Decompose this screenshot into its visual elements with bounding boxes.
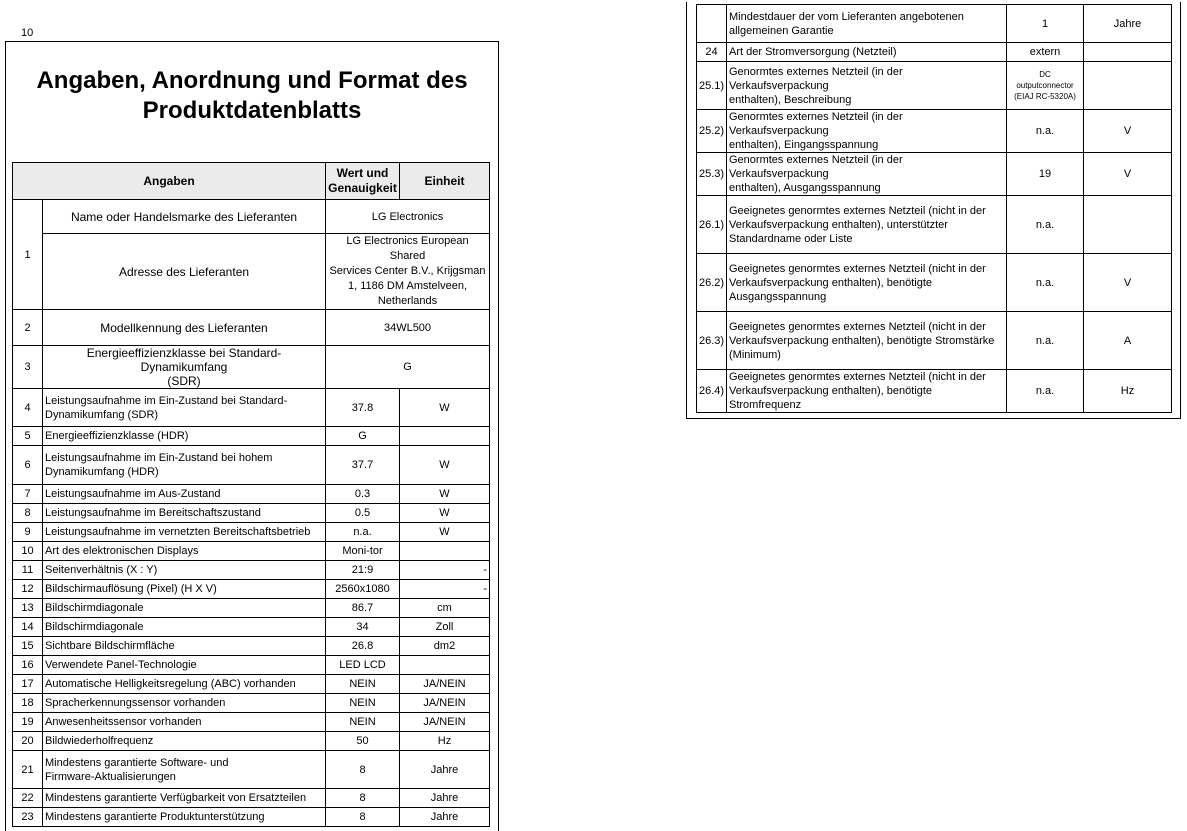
row-unit: JA/NEIN bbox=[400, 713, 490, 732]
row-number: 16 bbox=[13, 656, 43, 675]
row-unit: cm bbox=[400, 599, 490, 618]
row-number: 25.1) bbox=[697, 62, 727, 110]
row-unit: Zoll bbox=[400, 618, 490, 637]
table-row bbox=[13, 694, 490, 713]
table-row bbox=[697, 370, 1172, 413]
header-angaben: Angaben bbox=[13, 163, 326, 200]
row-unit: dm2 bbox=[400, 637, 490, 656]
row-label: Name oder Handelsmarke des Lieferanten bbox=[43, 200, 326, 234]
table-row bbox=[13, 637, 490, 656]
row-unit: W bbox=[400, 523, 490, 542]
row-label: Bildschirmdiagonale bbox=[43, 618, 326, 637]
row-label: Mindestdauer der vom Lieferanten angebotenen allgemeinen Garantie bbox=[727, 5, 1007, 43]
row-unit: V bbox=[1084, 254, 1172, 312]
row-label: Seitenverhältnis (X : Y) bbox=[43, 561, 326, 580]
row-value: 8 bbox=[326, 808, 400, 827]
row-unit bbox=[1084, 43, 1172, 62]
row-unit: W bbox=[400, 485, 490, 504]
row-number: 25.3) bbox=[697, 153, 727, 196]
row-value: n.a. bbox=[1007, 370, 1084, 413]
row-unit: V bbox=[1084, 153, 1172, 196]
table-row bbox=[13, 234, 490, 310]
row-label: Leistungsaufnahme im Ein-Zustand bei Standard- Dynamikumfang (SDR) bbox=[43, 389, 326, 427]
row-number: 25.2) bbox=[697, 110, 727, 153]
table-row bbox=[13, 523, 490, 542]
page-number: 10 bbox=[21, 27, 34, 39]
table-row bbox=[13, 485, 490, 504]
row-unit: Jahre bbox=[400, 751, 490, 789]
row-value: 26.8 bbox=[326, 637, 400, 656]
row-label: Mindestens garantierte Produktunterstützung bbox=[43, 808, 326, 827]
row-number: 8 bbox=[13, 504, 43, 523]
table-row bbox=[13, 446, 490, 485]
row-number: 1 bbox=[13, 200, 43, 310]
row-value: NEIN bbox=[326, 694, 400, 713]
row-value: 37.8 bbox=[326, 389, 400, 427]
table-row bbox=[13, 504, 490, 523]
row-number: 13 bbox=[13, 599, 43, 618]
table-row bbox=[13, 599, 490, 618]
row-label: Leistungsaufnahme im vernetzten Bereitschaftsbetrieb bbox=[43, 523, 326, 542]
row-unit bbox=[400, 656, 490, 675]
row-label: Automatische Helligkeitsregelung (ABC) vorhanden bbox=[43, 675, 326, 694]
row-label: Leistungsaufnahme im Bereitschaftszustand bbox=[43, 504, 326, 523]
row-value: 8 bbox=[326, 751, 400, 789]
row-label: Sichtbare Bildschirmfläche bbox=[43, 637, 326, 656]
row-number: 7 bbox=[13, 485, 43, 504]
row-label: Geeignetes genormtes externes Netzteil (nicht in der Verkaufsverpackung enthalten), benötigte Stromfrequenz bbox=[727, 370, 1007, 413]
row-label: Anwesenheitssensor vorhanden bbox=[43, 713, 326, 732]
table-row bbox=[13, 675, 490, 694]
row-label: Genormtes externes Netzteil (in der Verkaufsverpackung enthalten), Beschreibung bbox=[727, 62, 1007, 110]
row-label: Leistungsaufnahme im Aus-Zustand bbox=[43, 485, 326, 504]
table-row bbox=[13, 789, 490, 808]
row-value: LG Electronics European Shared Services Center B.V., Krijgsman 1, 1186 DM Amstelveen, Netherlands bbox=[326, 234, 490, 310]
row-number: 26.3) bbox=[697, 312, 727, 370]
row-number: 22 bbox=[13, 789, 43, 808]
row-number: 20 bbox=[13, 732, 43, 751]
row-number: 9 bbox=[13, 523, 43, 542]
row-value: 2560x1080 bbox=[326, 580, 400, 599]
row-value: LG Electronics bbox=[326, 200, 490, 234]
row-value: n.a. bbox=[1007, 110, 1084, 153]
row-number: 19 bbox=[13, 713, 43, 732]
row-number: 26.1) bbox=[697, 196, 727, 254]
table-row bbox=[697, 254, 1172, 312]
table-row bbox=[13, 618, 490, 637]
header-wert: Wert und Genauigkeit bbox=[326, 163, 400, 200]
table-row bbox=[13, 310, 490, 346]
table-row bbox=[13, 427, 490, 446]
row-number bbox=[697, 5, 727, 43]
table-row bbox=[13, 751, 490, 789]
row-number: 3 bbox=[13, 346, 43, 389]
row-value: 21:9 bbox=[326, 561, 400, 580]
row-unit bbox=[400, 427, 490, 446]
row-value: Moni-tor bbox=[326, 542, 400, 561]
row-label: Geeignetes genormtes externes Netzteil (nicht in der Verkaufsverpackung enthalten), benötigte Stromstärke (Minimum) bbox=[727, 312, 1007, 370]
row-value: 34WL500 bbox=[326, 310, 490, 346]
row-value: 86.7 bbox=[326, 599, 400, 618]
row-value: n.a. bbox=[1007, 312, 1084, 370]
row-value: 50 bbox=[326, 732, 400, 751]
table-row bbox=[13, 808, 490, 827]
row-value: 0.5 bbox=[326, 504, 400, 523]
row-number: 24 bbox=[697, 43, 727, 62]
row-label: Art des elektronischen Displays bbox=[43, 542, 326, 561]
row-label: Verwendete Panel-Technologie bbox=[43, 656, 326, 675]
row-number: 26.2) bbox=[697, 254, 727, 312]
table-row bbox=[697, 153, 1172, 196]
row-value: 19 bbox=[1007, 153, 1084, 196]
row-value: NEIN bbox=[326, 675, 400, 694]
row-label: Energieeffizienzklasse (HDR) bbox=[43, 427, 326, 446]
row-number: 4 bbox=[13, 389, 43, 427]
row-value: 8 bbox=[326, 789, 400, 808]
product-datasheet-table-continued bbox=[696, 4, 1172, 413]
row-unit: JA/NEIN bbox=[400, 694, 490, 713]
row-unit: A bbox=[1084, 312, 1172, 370]
table-row bbox=[13, 713, 490, 732]
row-label: Spracherkennungssensor vorhanden bbox=[43, 694, 326, 713]
table-header-row bbox=[13, 163, 490, 200]
row-value: LED LCD bbox=[326, 656, 400, 675]
row-number: 23 bbox=[13, 808, 43, 827]
row-number: 2 bbox=[13, 310, 43, 346]
table-row bbox=[697, 196, 1172, 254]
table-row bbox=[697, 62, 1172, 110]
row-value: G bbox=[326, 346, 490, 389]
row-value: 37.7 bbox=[326, 446, 400, 485]
row-value: 34 bbox=[326, 618, 400, 637]
row-unit: Jahre bbox=[400, 789, 490, 808]
row-value: G bbox=[326, 427, 400, 446]
row-unit: W bbox=[400, 446, 490, 485]
table-row bbox=[13, 561, 490, 580]
row-label: Energieeffizienzklasse bei Standard-Dynamikumfang (SDR) bbox=[43, 346, 326, 389]
row-label: Leistungsaufnahme im Ein-Zustand bei hohem Dynamikumfang (HDR) bbox=[43, 446, 326, 485]
row-unit bbox=[1084, 62, 1172, 110]
table-row bbox=[13, 346, 490, 389]
row-label: Genormtes externes Netzteil (in der Verkaufsverpackung enthalten), Eingangsspannung bbox=[727, 110, 1007, 153]
row-value: n.a. bbox=[1007, 254, 1084, 312]
row-label: Mindestens garantierte Software- und Firmware-Aktualisierungen bbox=[43, 751, 326, 789]
row-value: n.a. bbox=[1007, 196, 1084, 254]
row-number: 5 bbox=[13, 427, 43, 446]
row-label: Bildschirmauflösung (Pixel) (H X V) bbox=[43, 580, 326, 599]
table-row bbox=[697, 5, 1172, 43]
row-value: n.a. bbox=[326, 523, 400, 542]
table-row bbox=[697, 110, 1172, 153]
table-row bbox=[13, 542, 490, 561]
row-unit: W bbox=[400, 504, 490, 523]
row-unit: Jahre bbox=[1084, 5, 1172, 43]
row-value: NEIN bbox=[326, 713, 400, 732]
row-label: Art der Stromversorgung (Netzteil) bbox=[727, 43, 1007, 62]
table-row bbox=[13, 580, 490, 599]
row-number: 11 bbox=[13, 561, 43, 580]
row-label: Modellkennung des Lieferanten bbox=[43, 310, 326, 346]
row-unit: - bbox=[400, 561, 490, 580]
row-number: 21 bbox=[13, 751, 43, 789]
row-unit: JA/NEIN bbox=[400, 675, 490, 694]
row-unit bbox=[400, 542, 490, 561]
table-row bbox=[697, 312, 1172, 370]
row-label: Bildwiederholfrequenz bbox=[43, 732, 326, 751]
row-number: 10 bbox=[13, 542, 43, 561]
table-row bbox=[697, 43, 1172, 62]
table-row bbox=[13, 656, 490, 675]
row-label: Adresse des Lieferanten bbox=[43, 234, 326, 310]
row-number: 17 bbox=[13, 675, 43, 694]
table-row bbox=[13, 732, 490, 751]
row-label: Geeignetes genormtes externes Netzteil (nicht in der Verkaufsverpackung enthalten), benötigte Ausgangsspannung bbox=[727, 254, 1007, 312]
row-label: Mindestens garantierte Verfügbarkeit von Ersatzteilen bbox=[43, 789, 326, 808]
row-label: Geeignetes genormtes externes Netzteil (nicht in der Verkaufsverpackung enthalten), unterstützter Standardname oder Liste bbox=[727, 196, 1007, 254]
row-label: Genormtes externes Netzteil (in der Verkaufsverpackung enthalten), Ausgangsspannung bbox=[727, 153, 1007, 196]
row-number: 18 bbox=[13, 694, 43, 713]
product-datasheet-table bbox=[12, 162, 490, 827]
row-number: 14 bbox=[13, 618, 43, 637]
row-unit: Jahre bbox=[400, 808, 490, 827]
row-number: 26.4) bbox=[697, 370, 727, 413]
row-number: 12 bbox=[13, 580, 43, 599]
row-unit: W bbox=[400, 389, 490, 427]
row-unit bbox=[1084, 196, 1172, 254]
row-label: Bildschirmdiagonale bbox=[43, 599, 326, 618]
table-row bbox=[13, 389, 490, 427]
document-title: Angaben, Anordnung und Format des Produktdatenblatts bbox=[36, 67, 468, 124]
row-value: 0.3 bbox=[326, 485, 400, 504]
row-value: DC outputconnector (EIAJ RC-5320A) bbox=[1007, 62, 1084, 110]
row-value: 1 bbox=[1007, 5, 1084, 43]
row-value: extern bbox=[1007, 43, 1084, 62]
row-number: 15 bbox=[13, 637, 43, 656]
row-unit: - bbox=[400, 580, 490, 599]
row-number: 6 bbox=[13, 446, 43, 485]
table-row bbox=[13, 200, 490, 234]
row-unit: V bbox=[1084, 110, 1172, 153]
header-einheit: Einheit bbox=[400, 163, 490, 200]
row-unit: Hz bbox=[1084, 370, 1172, 413]
row-unit: Hz bbox=[400, 732, 490, 751]
